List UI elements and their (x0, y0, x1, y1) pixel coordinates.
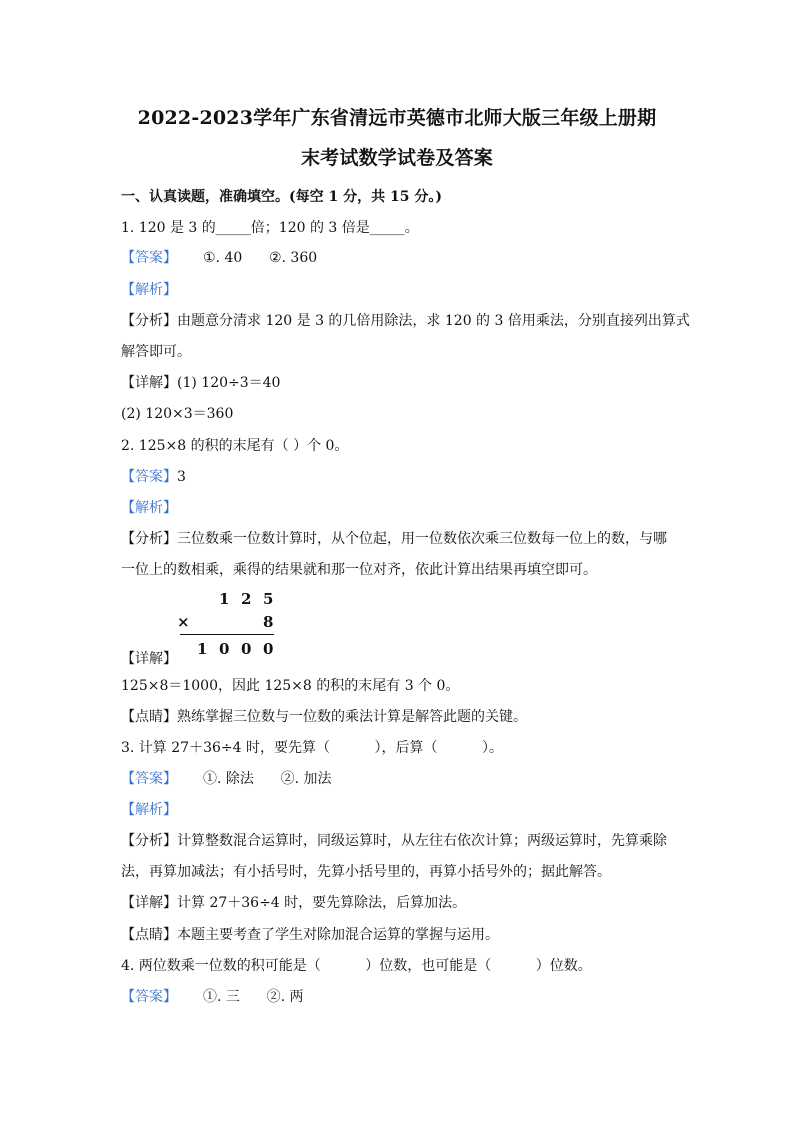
section-heading: 一、认真读题，准确填空。(每空 1 分，共 15 分。) (121, 189, 442, 205)
fenxi-row-2: 解答即可。 (121, 344, 191, 360)
answer-tag: 【答案】 (121, 469, 177, 485)
dianjing-row (121, 925, 499, 945)
xiangjie-row-2: (2) 120×3＝360 (121, 406, 234, 422)
multiplier-digit: 8 (263, 613, 274, 631)
answer-row-4 (121, 987, 304, 1007)
fenxi-text: 由题意分清求 120 是 3 的几倍用除法，求 120 的 3 倍用乘法，分别直接列出算式 (177, 313, 690, 329)
dianjing-tag: 【点睛】 (121, 709, 177, 725)
analysis-tag: 【解析】 (121, 802, 177, 818)
multiply-operator: × (177, 613, 190, 631)
fenxi-row-1 (121, 311, 690, 331)
answer-tag: 【答案】 (121, 250, 177, 266)
answer-row-2 (121, 467, 186, 487)
answer-row-3 (121, 769, 332, 789)
question-1: 1. 120 是 3 的_____倍；120 的 3 倍是_____。 (121, 220, 419, 236)
fenxi-row-2: 法，再算加减法；有小括号时，先算小括号里的，再算小括号外的；据此解答。 (121, 864, 611, 880)
calc-rule-line (180, 634, 274, 635)
answer-text: ①. 三 ②. 两 (203, 989, 304, 1005)
analysis-tag: 【解析】 (121, 282, 177, 298)
conclusion-row: 125×8＝1000，因此 125×8 的积的末尾有 3 个 0。 (121, 678, 460, 694)
answer-text: ①. 40 ②. 360 (203, 250, 318, 266)
xiangjie-text: (1) 120÷3＝40 (177, 375, 281, 391)
xiangjie-row-1 (121, 373, 280, 393)
fenxi-text: 计算整数混合运算时，同级运算时，从左往右依次计算；两级运算时，先算乘除 (177, 833, 667, 849)
dianjing-text: 本题主要考查了学生对除加混合运算的掌握与运用。 (177, 927, 499, 943)
answer-tag: 【答案】 (121, 771, 177, 787)
xiangjie-text: 计算 27＋36÷4 时，要先算除法，后算加法。 (177, 895, 467, 911)
product-digit: 1 (197, 640, 208, 658)
xiangjie-tag: 【详解】 (121, 651, 177, 667)
question-4: 4. 两位数乘一位数的积可能是（ ）位数，也可能是（ ）位数。 (121, 958, 592, 974)
xiangjie-row (121, 893, 466, 913)
document-title-line1: 2022-2023学年广东省清远市英德市北师大版三年级上册期 (137, 107, 657, 129)
document-title-line2: 末考试数学试卷及答案 (300, 147, 493, 169)
product-digit: 0 (263, 640, 274, 658)
multiplicand-digit: 2 (241, 590, 252, 608)
question-2: 2. 125×8 的积的末尾有（ ）个 0。 (121, 438, 349, 454)
answer-text: 3 (177, 469, 186, 485)
product-digit: 0 (219, 640, 230, 658)
dianjing-tag: 【点睛】 (121, 927, 177, 943)
fenxi-row-2: 一位上的数相乘，乘得的结果就和那一位对齐，依此计算出结果再填空即可。 (121, 562, 597, 578)
fenxi-tag: 【分析】 (121, 833, 177, 849)
answer-tag: 【答案】 (121, 989, 177, 1005)
answer-row-1 (121, 248, 317, 268)
multiplicand-digit: 1 (219, 590, 230, 608)
fenxi-tag: 【分析】 (121, 313, 177, 329)
answer-text: ①. 除法 ②. 加法 (203, 771, 332, 787)
dianjing-text: 熟练掌握三位数与一位数的乘法计算是解答此题的关键。 (177, 709, 527, 725)
fenxi-row-1 (121, 529, 667, 549)
xiangjie-tag: 【详解】 (121, 895, 177, 911)
fenxi-tag: 【分析】 (121, 531, 177, 547)
dianjing-row (121, 707, 527, 727)
question-3: 3. 计算 27＋36÷4 时，要先算（ ），后算（ ）。 (121, 740, 503, 756)
product-digit: 0 (241, 640, 252, 658)
fenxi-row-1 (121, 831, 667, 851)
xiangjie-tag: 【详解】 (121, 375, 177, 391)
fenxi-text: 三位数乘一位数计算时，从个位起，用一位数依次乘三位数每一位上的数，与哪 (177, 531, 667, 547)
multiplicand-digit: 5 (263, 590, 274, 608)
analysis-tag: 【解析】 (121, 500, 177, 516)
